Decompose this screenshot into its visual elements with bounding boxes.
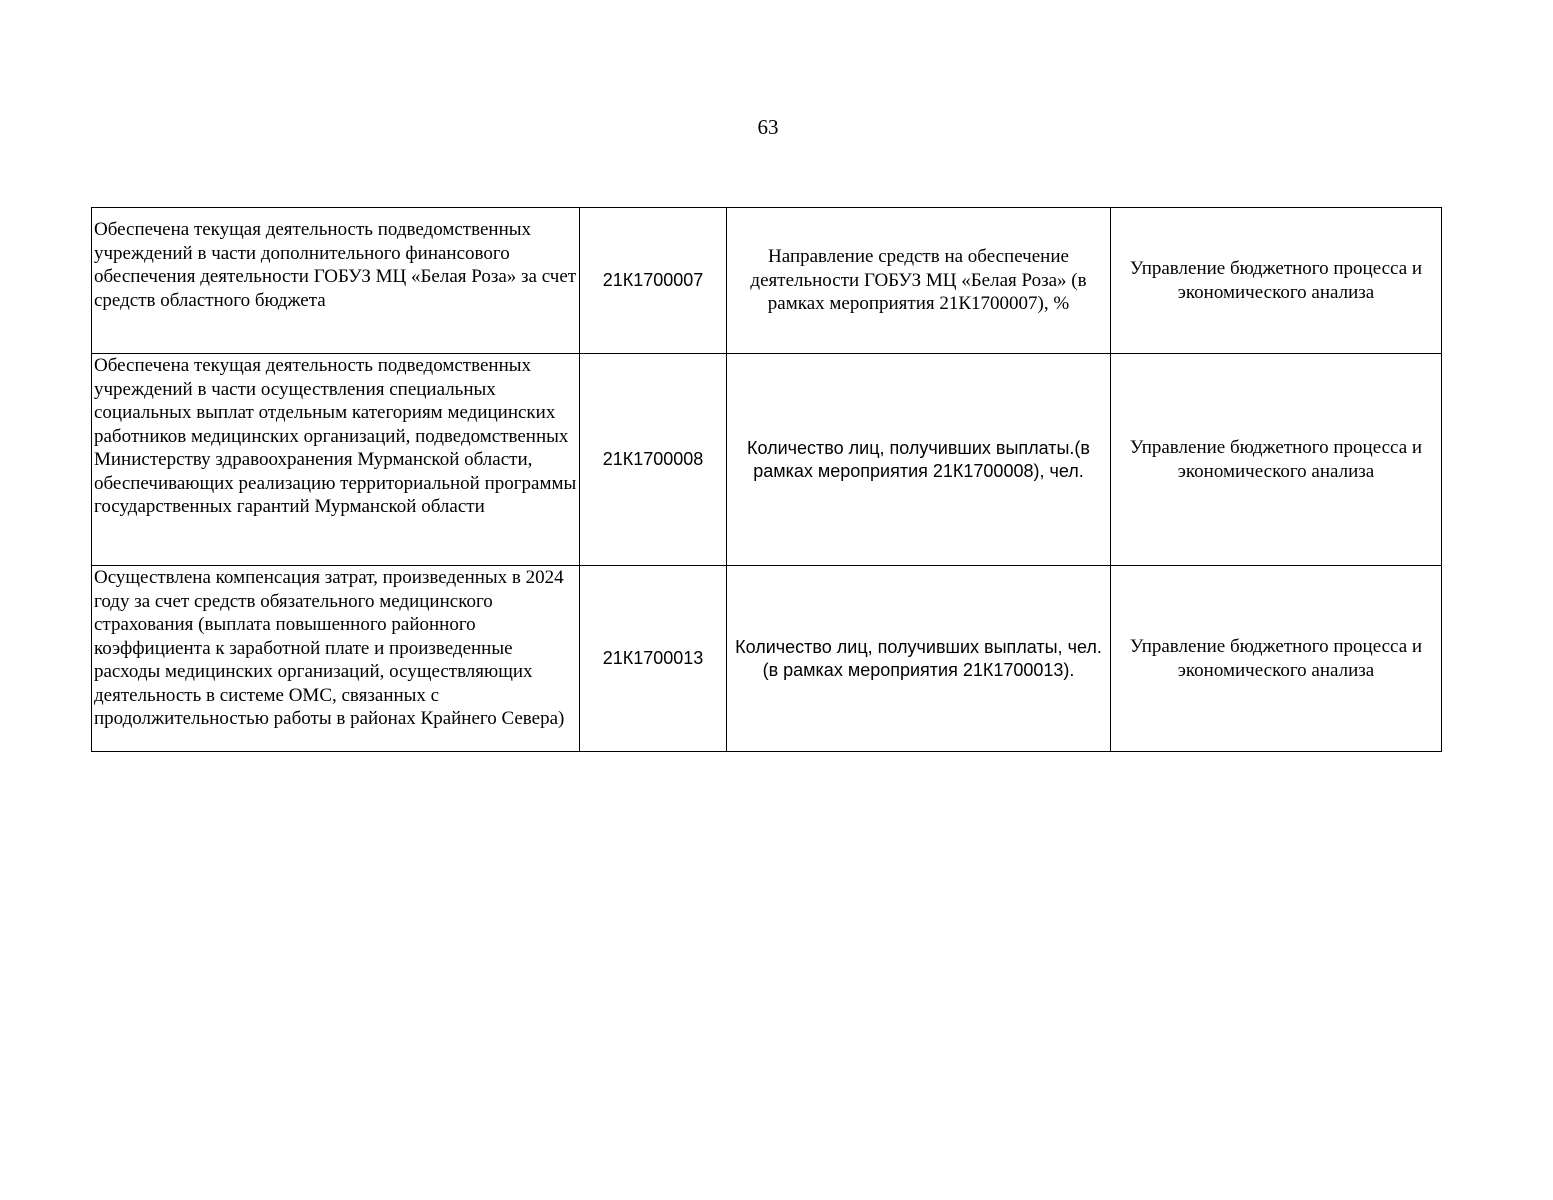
indicators-table: [91, 207, 1442, 752]
table-row: [92, 354, 1442, 566]
indicator-cell: Направление средств на обеспечение деятельности ГОБУЗ МЦ «Белая Роза» (в рамках мероприятия 21К1700007), %: [727, 208, 1111, 354]
table-row: [92, 566, 1442, 752]
result-description-cell: Осуществлена компенсация затрат, произведенных в 2024 году за счет средств обязательного медицинского страхования (выплата повышенного районного коэффициента к заработной плате и произведенные расходы медицинских организаций, осуществляющих деятельность в системе ОМС, связанных с продолжительностью работы в районах Крайнего Севера): [92, 566, 580, 752]
indicator-cell: Количество лиц, получивших выплаты.(в рамках мероприятия 21К1700008), чел.: [727, 354, 1111, 566]
responsible-unit-cell: Управление бюджетного процесса и экономического анализа: [1111, 566, 1442, 752]
indicator-cell: Количество лиц, получивших выплаты, чел.(в рамках мероприятия 21К1700013).: [727, 566, 1111, 752]
result-description-cell: Обеспечена текущая деятельность подведомственных учреждений в части дополнительного финансового обеспечения деятельности ГОБУЗ МЦ «Белая Роза» за счет средств областного бюджета: [92, 208, 580, 354]
responsible-unit-cell: Управление бюджетного процесса и экономического анализа: [1111, 208, 1442, 354]
page-number: 63: [757, 115, 779, 139]
result-description-cell: Обеспечена текущая деятельность подведомственных учреждений в части осуществления специальных социальных выплат отдельным категориям медицинских работников медицинских организаций, подведомственных Министерству здравоохранения Мурманской области, обеспечивающих реализацию территориальной программы государственных гарантий Мурманской области: [92, 354, 580, 566]
event-code-cell: 21К1700007: [580, 208, 727, 354]
table-row: [92, 208, 1442, 354]
responsible-unit-cell: Управление бюджетного процесса и экономического анализа: [1111, 354, 1442, 566]
event-code-cell: 21К1700013: [580, 566, 727, 752]
event-code-cell: 21К1700008: [580, 354, 727, 566]
